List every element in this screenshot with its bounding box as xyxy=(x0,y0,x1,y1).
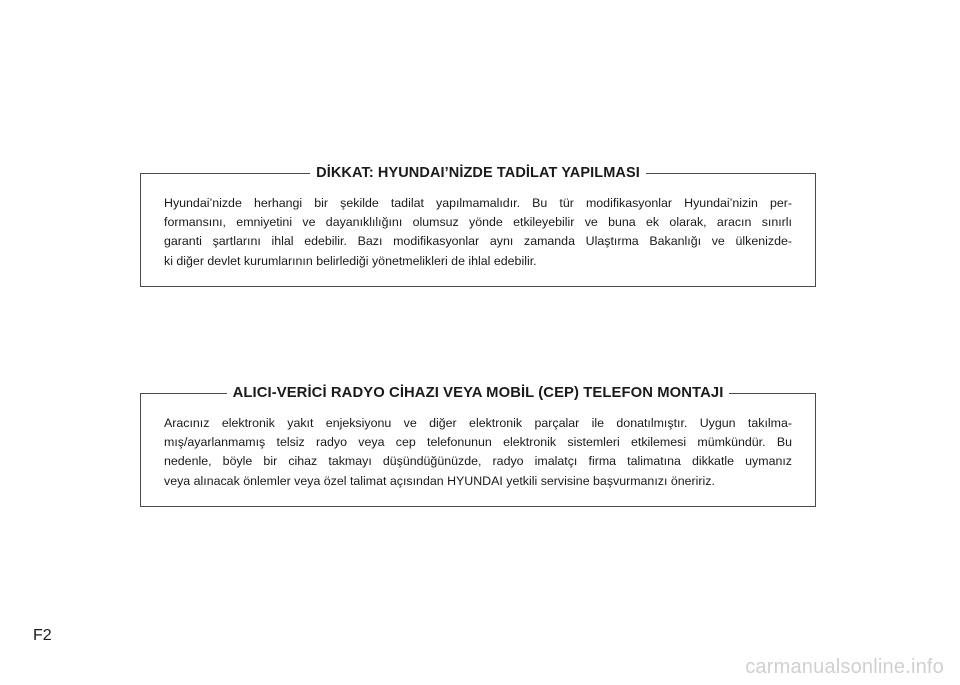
radio-phone-installation-title: ALICI-VERİCİ RADYO CİHAZI VEYA MOBİL (CEP) TELEFON MONTAJI xyxy=(141,384,815,402)
modification-warning-box xyxy=(140,165,816,287)
modification-warning-title: DİKKAT: HYUNDAI’NİZDE TADİLAT YAPILMASI xyxy=(141,164,815,182)
text-line: nedenle, böyle bir cihaz takmayı düşündüğünüzde, radyo imalatçı firma talimatına dikkatle uymanız xyxy=(164,454,792,469)
modification-warning-text xyxy=(164,194,792,271)
radio-phone-installation-box xyxy=(140,385,816,507)
page-number: F2 xyxy=(33,627,52,644)
text-line: Hyundai’nizde herhangi bir şekilde tadilat yapılmamalıdır. Bu tür modifikasyonlar Hyundai’nizin per- xyxy=(164,196,792,210)
text-line: ki diğer devlet kurumlarının belirlediği yönetmelikleri de ihlal edebilir. xyxy=(164,253,537,268)
text-line: mış/ayarlanmamış telsiz radyo veya cep telefonunun elektronik sistemleri etkilemesi mümkündür. Bu xyxy=(164,435,792,450)
watermark: carmanualsonline.info xyxy=(745,656,944,678)
text-line: formansını, emniyetini ve dayanıklılığını olumsuz yönde etkileyebilir ve buna ek olarak, aracın sınırlı xyxy=(164,215,792,230)
text-line: veya alınacak önlemler veya özel talimat açısından HYUNDAI yetkili servisine başvurmanızı öneririz. xyxy=(164,473,715,488)
text-line: garanti şartlarını ihlal edebilir. Bazı modifikasyonlar aynı zamanda Ulaştırma Bakanlığı ve ülkenizde- xyxy=(164,234,792,249)
text-line: Aracınız elektronik yakıt enjeksiyonu ve diğer elektronik parçalar ile donatılmıştır. Uygun takılma- xyxy=(164,416,792,430)
radio-phone-installation-text xyxy=(164,414,792,491)
